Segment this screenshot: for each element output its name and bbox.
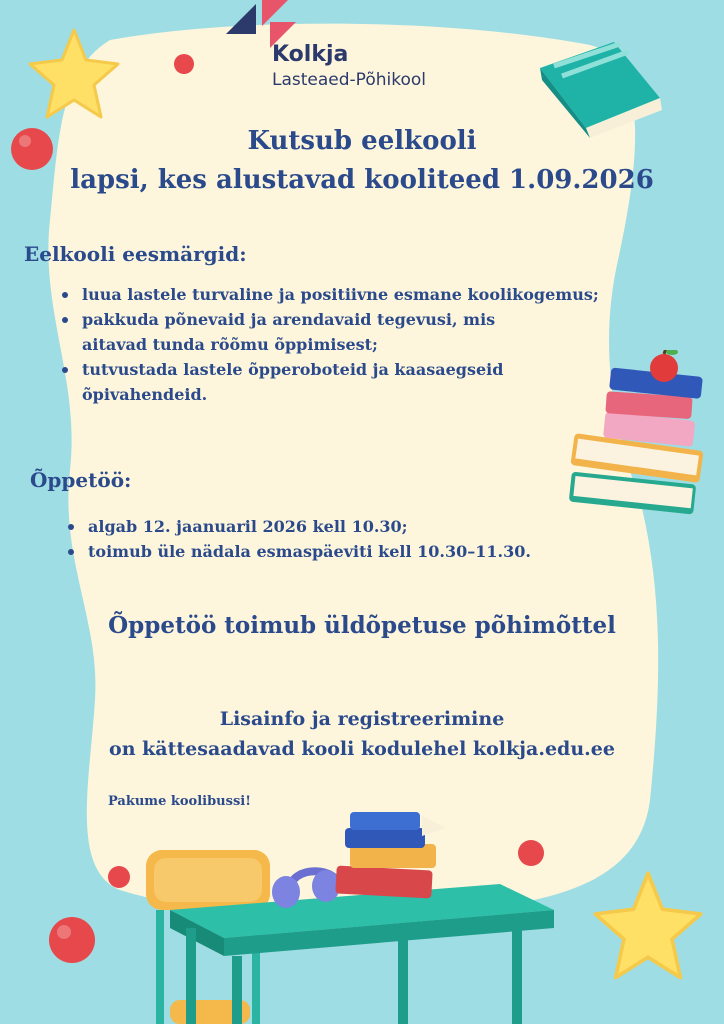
bus-note: Pakume koolibussi! [108,794,251,809]
list-item: algab 12. jaanuaril 2026 kell 10.30; [64,514,664,539]
logo-name: Kolkja [272,42,349,67]
title-line-2: lapsi, kes alustavad kooliteed 1.09.2026 [70,165,654,195]
list-item: toimub üle nädala esmaspäeviti kell 10.30–11.30. [64,539,664,564]
list-item: luua lastele turvaline ja positiivne esmane koolikogemus; [58,282,718,307]
study-list [64,514,664,564]
school-desk-icon [140,810,560,1024]
red-ball-icon [46,914,98,966]
info-line-2: on kättesaadavad kooli kodulehel kolkja.edu.ee [109,738,615,760]
goals-list [58,282,718,407]
yellow-star-icon [588,866,708,986]
info-block [0,704,724,764]
page-title [0,122,724,200]
principle-text: Õppetöö toimub üldõpetuse põhimõttel [108,612,616,639]
list-item: tutvustada lastele õpperoboteid ja kaasaegseid õpivahendeid. [58,357,512,407]
red-ball-icon [106,864,132,890]
yellow-star-icon [24,24,124,124]
red-ball-icon [172,52,196,76]
school-logo [226,0,516,100]
title-line-1: Kutsub eelkooli [247,126,477,156]
logo-subtitle: Lasteaed-Põhikool [272,70,426,90]
goals-heading: Eelkooli eesmärgid: [24,242,247,266]
info-line-1: Lisainfo ja registreerimine [219,708,505,730]
list-item: pakkuda põnevaid ja arendavaid tegevusi, mis aitavad tunda rõõmu õppimisest; [58,307,502,357]
study-heading: Õppetöö: [30,468,132,492]
